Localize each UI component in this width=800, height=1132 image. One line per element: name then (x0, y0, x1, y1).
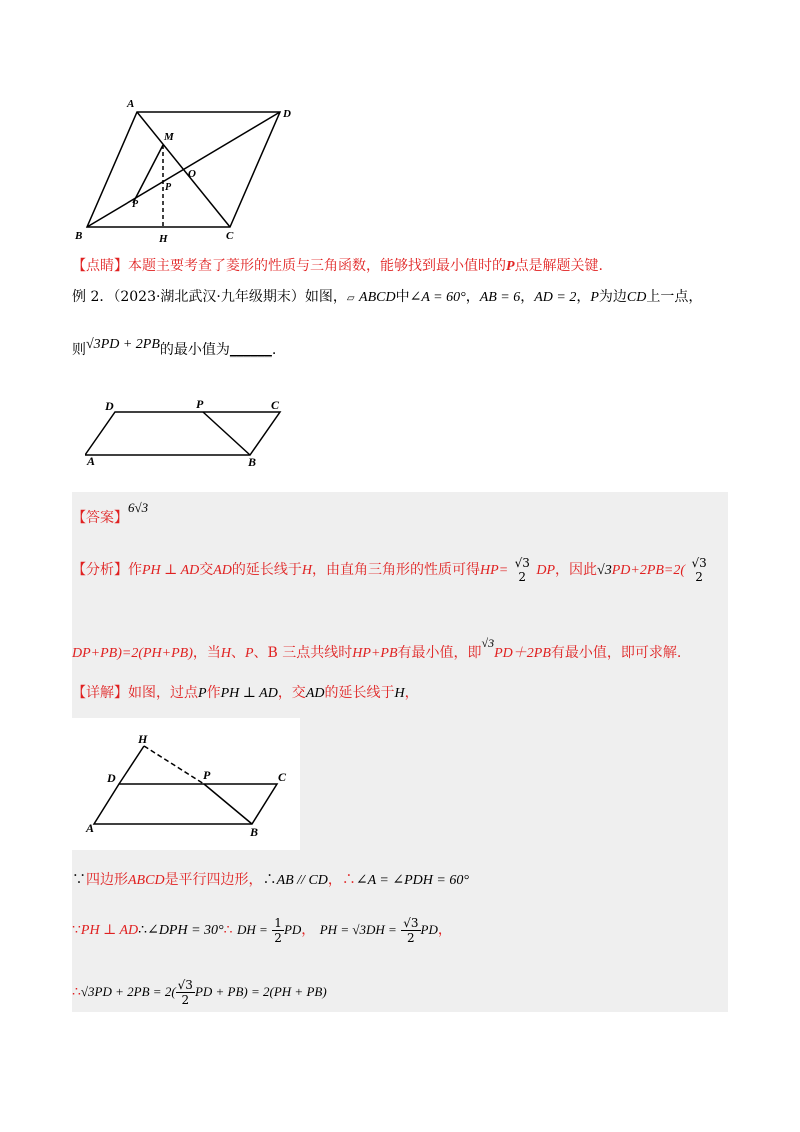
fig3-segment-pb (204, 784, 252, 824)
s1-parallel: AB // CD (276, 873, 328, 888)
parallelogram-outline (85, 412, 280, 455)
s2-therefore: ∴ (138, 922, 148, 938)
label-H: H (159, 233, 168, 245)
s2-comma2: ， (437, 922, 452, 938)
label-A: A (127, 98, 135, 110)
line2-prefix: 则 (72, 342, 86, 358)
analysis-line2c: 、 (230, 645, 245, 661)
analysis-line2b: ，当 (192, 645, 221, 661)
segment-mp (133, 145, 163, 203)
s2-angle: ∠DPH = 30° (147, 923, 224, 938)
sqrt3: √3 (86, 337, 101, 352)
parallelogram-symbol: ▱ (346, 293, 355, 304)
analysis-t3: 的延长线于 (231, 562, 302, 578)
label-P-lower: P (132, 199, 139, 210)
detail-ph-perp: PH ⊥ AD (220, 686, 278, 701)
s2-because: ∵ (72, 922, 81, 938)
detail-ad: AD (305, 686, 325, 701)
s2-ph: PH = √3DH = (319, 922, 397, 937)
analysis-t1: 作 (128, 562, 142, 578)
detail-t5: ， (404, 685, 419, 701)
answer-tag: 【答案】 (72, 510, 128, 526)
s1-text2: 是平行四边形， (164, 872, 263, 888)
analysis-sqrt3b: √3 (481, 636, 495, 650)
analysis-line2a: DP+PB)=2(PH+PB) (72, 646, 193, 661)
s3-expr1: √3PD + 2PB = 2( (80, 984, 176, 999)
analysis-line2d: 、B 三点共线时 (253, 645, 353, 661)
analysis-line2e: 有最小值，即 (397, 645, 482, 661)
analysis-pd-plus: PD＋2PB (494, 646, 551, 661)
detail-p: P (198, 686, 207, 701)
s2-frac (401, 916, 420, 945)
figure-parallelogram (85, 395, 295, 470)
label-C: C (226, 230, 234, 242)
analysis-ad: AD (213, 563, 232, 578)
figure-rhombus (70, 95, 300, 255)
s3-expr2: PD + PB) = 2(PH + PB) (194, 984, 327, 999)
s2-pd2: PD (420, 922, 438, 937)
s3-therefore: ∴ (72, 984, 81, 1000)
fig3-label-A: A (86, 821, 95, 835)
example2-line1: 例 2．（2023·湖北武汉·九年级期末）如图，▱ ABCD中∠A = 60°，AB = 6，AD = 2，P为边CD上一点， (72, 289, 703, 305)
abcd: ABCD (359, 290, 396, 305)
s1-angle: ∠A = ∠PDH = 60° (355, 873, 469, 888)
dianjing-var: P (506, 259, 515, 274)
s3-frac-num: √3 (177, 977, 193, 992)
line1-end: 上一点， (646, 289, 703, 305)
detail-t1: 如图，过点 (128, 685, 198, 701)
analysis-frac2 (689, 556, 708, 584)
fig3-label-P: P (203, 768, 211, 782)
detail-line (72, 683, 419, 704)
fig2-label-P: P (196, 397, 204, 411)
cd: CD (626, 290, 647, 305)
analysis-t5: ，因此 (555, 562, 598, 578)
label-M: M (164, 131, 174, 143)
answer-value: 6√3 (128, 500, 149, 515)
analysis-h2: H (220, 646, 231, 661)
fig3-label-H: H (138, 732, 148, 746)
analysis-dp: DP (536, 563, 556, 578)
s1-therefore2: ，∴ (327, 872, 356, 888)
step2 (72, 910, 452, 950)
p-desc: 为边 (598, 289, 627, 305)
dianjing-tail: 点是解题关键. (514, 258, 604, 274)
s2-half (272, 916, 284, 945)
fig2-label-A: A (87, 454, 96, 468)
s2-half-den: 2 (274, 930, 282, 945)
frac-den: 2 (518, 570, 527, 584)
frac-num: √3 (514, 556, 530, 570)
s2-therefore2: ∴ (223, 922, 233, 938)
fig3-dashed-ph (144, 746, 204, 784)
fig3-parallelogram (94, 784, 277, 824)
analysis-sqrt3: √3 (597, 563, 612, 578)
s2-comma: ， (301, 922, 316, 938)
s1-abcd: ABCD (128, 873, 165, 888)
detail-t4: 的延长线于 (324, 685, 395, 701)
fig3-ad-extension (119, 746, 144, 784)
s2-dh: DH = (237, 922, 268, 937)
detail-h: H (394, 686, 405, 701)
frac2-num: √3 (691, 556, 707, 570)
dianjing-tag: 【点睛】 (72, 258, 128, 274)
mid: 中 (395, 289, 410, 305)
label-D: D (283, 108, 291, 120)
s1-because: ∵ (72, 872, 86, 888)
example2-prefix: 例 2．（2023·湖北武汉·九年级期末）如图， (72, 289, 347, 305)
dianjing-line (72, 256, 603, 277)
fig2-label-D: D (105, 399, 114, 413)
answer-line (72, 500, 149, 528)
s3-frac (176, 978, 195, 1007)
analysis-frac (513, 556, 532, 584)
step3 (72, 972, 327, 1012)
ad-expr: AD = 2 (534, 290, 577, 305)
p-text: P (590, 290, 599, 305)
analysis-pd2pb: PD+2PB=2( (611, 563, 686, 578)
diagonal-bd (87, 112, 280, 227)
analysis-line2 (72, 636, 682, 664)
analysis-h: H (301, 563, 313, 578)
s2-frac-den: 2 (407, 930, 415, 945)
s2-pd: PD (283, 922, 302, 937)
analysis-hppb: HP+PB (352, 646, 398, 661)
ab-expr: AB = 6 (479, 290, 521, 305)
period: . (271, 342, 277, 358)
detail-tag: 【详解】 (72, 685, 128, 701)
analysis-p2: P (244, 646, 254, 661)
expr: PD + 2PB (100, 337, 160, 352)
figure-with-h (72, 718, 300, 850)
label-P-upper: P (165, 182, 172, 193)
frac2-den: 2 (695, 570, 703, 584)
fig3-label-B: B (250, 825, 259, 839)
segment-pb (203, 412, 250, 455)
analysis-line2f: 有最小值，即可求解. (550, 645, 682, 661)
line2-suffix: 的最小值为 (159, 342, 230, 358)
analysis-hp-eq: HP= (480, 563, 509, 578)
analysis-ph-perp: PH ⊥ AD (142, 563, 200, 578)
detail-t3: ，交 (277, 685, 306, 701)
detail-t2: 作 (206, 685, 221, 701)
s2-frac-num: √3 (403, 915, 419, 930)
fig2-label-C: C (271, 398, 280, 412)
dianjing-text: 本题主要考查了菱形的性质与三角函数，能够找到最小值时的 (128, 258, 506, 274)
answer-blank: ______ (229, 342, 272, 358)
example2-line2 (72, 337, 277, 361)
analysis-t4: ，由直角三角形的性质可得 (312, 562, 481, 578)
step1 (72, 870, 469, 891)
analysis-line1 (72, 556, 709, 584)
s2-half-num: 1 (274, 915, 282, 930)
analysis-t2: 交 (199, 562, 214, 578)
s1-text: 四边形 (86, 872, 128, 888)
s1-therefore: ∴ (262, 872, 277, 888)
s2-perp: PH ⊥ AD (80, 923, 139, 938)
s3-frac-den: 2 (181, 992, 190, 1007)
label-O: O (188, 168, 196, 180)
fig2-label-B: B (248, 455, 257, 469)
analysis-tag: 【分析】 (72, 562, 128, 578)
label-B: B (75, 230, 83, 242)
angle-expr: ∠A = 60° (409, 290, 466, 305)
fig3-label-D: D (107, 771, 116, 785)
fig3-label-C: C (278, 770, 287, 784)
